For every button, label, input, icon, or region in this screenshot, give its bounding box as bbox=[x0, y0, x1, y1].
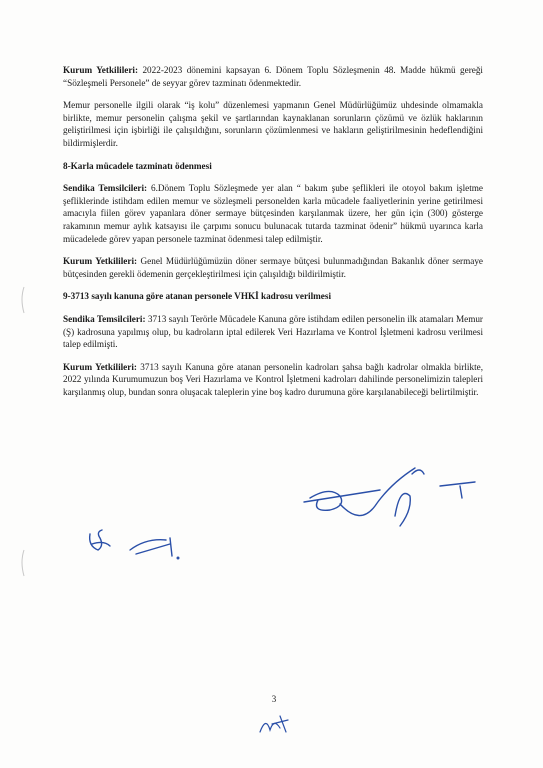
document-body bbox=[63, 64, 483, 408]
paragraph-kurum-2 bbox=[63, 255, 483, 280]
page-number: 3 bbox=[271, 694, 277, 704]
paragraph-kurum-1 bbox=[63, 64, 483, 89]
paragraph-text: Memur personelle ilgili olarak “iş kolu” düzenlemesi yapmanın Genel Müdürlüğümüz uhdesinde olmamakla birlikte, memur personelin çalışma şekil ve şartlarından kaynaklanan sorunların çözümü ve özlük haklarının geliştirilmesi için işbirliği ile çalışıldığını, sorunların çözümlenmesi ve hakların geliştirilmesinin hedeflendiğini bildirmişlerdir. bbox=[63, 100, 483, 148]
section-heading-8: 8-Karla mücadele tazminatı ödenmesi bbox=[63, 160, 212, 171]
paragraph-kurum-3 bbox=[63, 361, 483, 399]
margin-mark bbox=[18, 285, 28, 315]
section-heading-9: 9-3713 sayılı kanuna göre atanan personele VHKİ kadrosu verilmesi bbox=[63, 291, 331, 302]
speaker-label: Kurum Yetkilileri: bbox=[63, 256, 138, 267]
initials-bottom bbox=[258, 712, 298, 736]
speaker-label: Kurum Yetkilileri: bbox=[63, 361, 137, 372]
paragraph-memur bbox=[63, 99, 483, 149]
paragraph-sendika-1 bbox=[63, 182, 483, 245]
speaker-label: Sendika Temsilcileri: bbox=[63, 313, 146, 324]
paragraph-text: 3713 sayılı Terörle Mücadele Kanuna göre istihdam edilen personelin ilk atamaları Memur (Ş) kadrosuna yapılmış olup, bu kadroların iptal edilerek Veri Hazırlama ve Kontrol İşletmeni kadrosu verilmesi talep edilmişti. bbox=[63, 313, 483, 350]
paragraph-text: Genel Müdürlüğümüzün döner sermaye bütçesi bulunmadığından Bakanlık döner sermaye bütçesinden gerekli ödemenin gerçekleştirilmesi için çalışıldığı bildirilmiştir. bbox=[63, 256, 483, 279]
paragraph-text: 2022-2023 dönemini kapsayan 6. Dönem Toplu Sözleşmenin 48. Madde hükmü gereği “Sözleşmeli Personele” de seyyar görev tazminatı ödenmektedir. bbox=[63, 65, 483, 88]
paragraph-text: 6.Dönem Toplu Sözleşmede yer alan “ bakım şube şeflikleri ile otoyol bakım işletme şefliklerinde istihdam edilen memur ve sözleşmeli personelden karla mücadele faaliyetlerinin yerine getirilmesi amacıyla fiilen görev yapanlara döner sermaye bütçesinden karşılanmak üzere, her gün için (300) gösterge rakamının memur aylık katsayısı ile çarpımı sonucu bulunacak tutarda tazminat ödenir” hükmü uyarınca karla mücadelede görev yapan personele tazminat ödenmesi talep edilmiştir. bbox=[63, 183, 483, 244]
paragraph-sendika-2 bbox=[63, 313, 483, 351]
speaker-label: Sendika Temsilcileri: bbox=[63, 183, 148, 194]
signature-left bbox=[86, 524, 186, 564]
paragraph-text: 3713 sayılı Kanuna göre atanan personelin kadroları şahsa bağlı kadrolar olmakla birlikte, 2022 yılında Kurumumuzun boş Veri Hazırlama ve Kontrol İşletmeni kadroları dahilinde personelimizin talepleri karşılanmış olup, bundan sonra oluşacak taleplerin yine boş kadro durumuna göre karşılanabileceği belirtilmiştir. bbox=[63, 361, 483, 397]
speaker-label: Kurum Yetkilileri: bbox=[63, 65, 139, 75]
signature-right bbox=[300, 466, 500, 556]
margin-mark bbox=[18, 548, 28, 578]
